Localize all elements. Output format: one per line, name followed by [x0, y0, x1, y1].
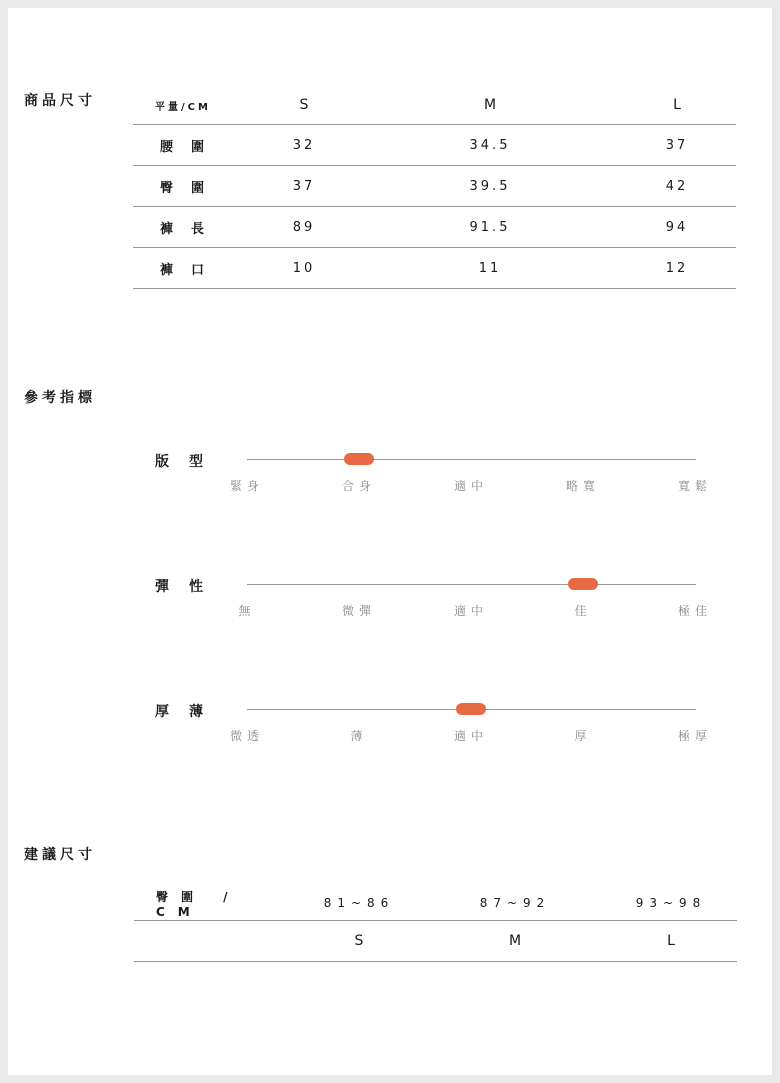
- row-label: 腰圍: [159, 139, 222, 155]
- indicator-label: 版型: [155, 454, 223, 470]
- size-value: S: [354, 933, 364, 949]
- cell-value: 89: [292, 219, 316, 235]
- table-row: [133, 125, 736, 166]
- tick-label: 適中: [453, 604, 488, 618]
- indicator-thickness: [155, 704, 715, 769]
- cell-value: 11: [478, 260, 502, 276]
- recommend-table: [134, 886, 737, 962]
- row-label: 臀圍: [159, 180, 222, 196]
- range-value: 87~92: [479, 896, 551, 910]
- tick-label: 合身: [341, 479, 376, 493]
- cell-value: 42: [665, 178, 689, 194]
- cell-value: 94: [665, 219, 689, 235]
- row-label: 褲口: [159, 262, 222, 278]
- tick-label: 極佳: [677, 604, 712, 618]
- indicator-label: 厚薄: [155, 704, 223, 720]
- tick-label: 微透: [229, 729, 264, 743]
- indicator-knob: [456, 703, 486, 715]
- indicator-knob: [568, 578, 598, 590]
- recommend-header-label: 臀圍 / CM: [156, 889, 241, 919]
- size-header-s: S: [299, 97, 309, 113]
- cell-value: 32: [292, 137, 316, 153]
- cell-value: 10: [292, 260, 316, 276]
- row-label: 褲長: [159, 221, 222, 237]
- size-chart-page: [8, 8, 772, 1075]
- size-header-l: L: [673, 97, 681, 113]
- size-value: L: [667, 933, 675, 949]
- size-table-header: [133, 86, 736, 125]
- table-row: [133, 207, 736, 248]
- unit-label: 平量/CM: [155, 101, 211, 113]
- size-section-title: 商品尺寸: [24, 93, 96, 109]
- recommend-row-sizes: [134, 921, 737, 962]
- cell-value: 12: [665, 260, 689, 276]
- tick-label: 極厚: [677, 729, 712, 743]
- cell-value: 37: [292, 178, 316, 194]
- cell-value: 91.5: [469, 219, 511, 235]
- reference-section-title: 參考指標: [24, 390, 96, 406]
- tick-label: 適中: [453, 479, 488, 493]
- indicator-track: [229, 709, 712, 743]
- indicator-track: [229, 459, 712, 493]
- tick-label: 略寬: [565, 479, 600, 493]
- tick-label: 寬鬆: [677, 479, 712, 493]
- table-row: [133, 248, 736, 289]
- cell-value: 39.5: [469, 178, 511, 194]
- tick-label: 厚: [574, 729, 592, 743]
- indicator-fit: [155, 454, 715, 519]
- recommend-section-title: 建議尺寸: [24, 847, 96, 863]
- tick-label: 微彈: [341, 604, 376, 618]
- size-header-m: M: [483, 97, 497, 113]
- indicator-track: [238, 584, 712, 618]
- range-value: 81~86: [323, 896, 395, 910]
- tick-label: 適中: [453, 729, 488, 743]
- indicator-elasticity: [155, 579, 715, 644]
- cell-value: 37: [665, 137, 689, 153]
- recommend-row-ranges: [134, 886, 737, 921]
- range-value: 93~98: [635, 896, 707, 910]
- tick-label: 薄: [350, 729, 368, 743]
- table-row: [133, 166, 736, 207]
- tick-label: 佳: [574, 604, 592, 618]
- tick-label: 緊身: [229, 479, 264, 493]
- cell-value: 34.5: [469, 137, 511, 153]
- size-table: [133, 86, 736, 289]
- size-value: M: [508, 933, 522, 949]
- indicator-label: 彈性: [155, 579, 223, 595]
- tick-label: 無: [238, 604, 256, 618]
- indicator-knob: [344, 453, 374, 465]
